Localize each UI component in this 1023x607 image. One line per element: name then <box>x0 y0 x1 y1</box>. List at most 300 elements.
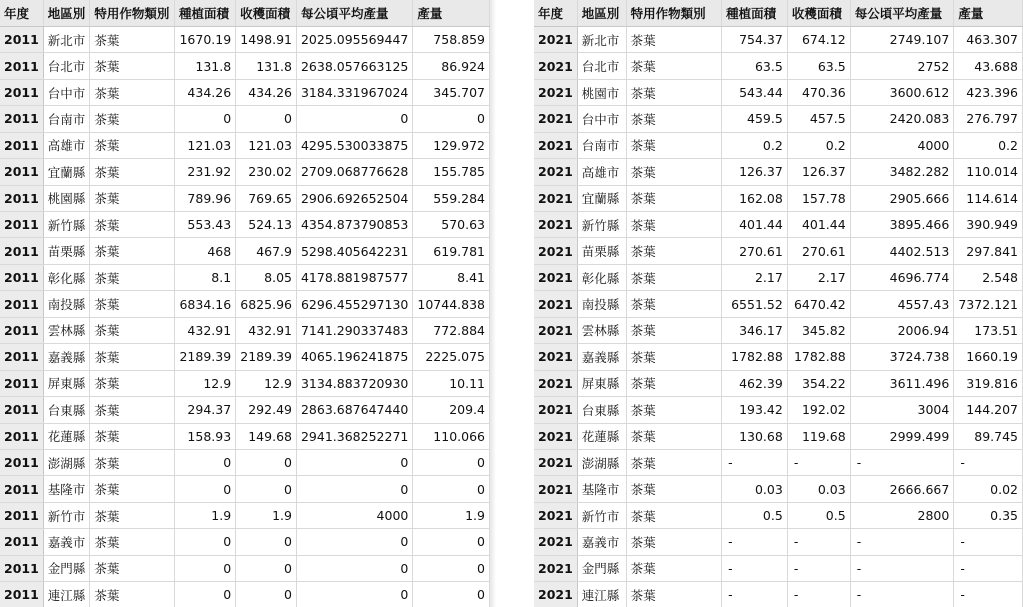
production-cell[interactable]: 155.785 <box>413 159 490 185</box>
year-cell[interactable]: 2021 <box>534 582 577 607</box>
year-cell[interactable]: 2021 <box>534 555 577 581</box>
production-cell[interactable]: 758.859 <box>413 26 490 52</box>
crop-type-cell[interactable]: 茶葉 <box>90 79 175 105</box>
crop-type-cell[interactable]: 茶葉 <box>626 476 721 502</box>
column-header[interactable]: 地區別 <box>577 0 626 26</box>
crop-type-cell[interactable]: 茶葉 <box>90 132 175 158</box>
region-cell[interactable]: 連江縣 <box>577 582 626 607</box>
year-cell[interactable]: 2011 <box>0 555 43 581</box>
yield-per-ha-cell[interactable]: - <box>850 555 954 581</box>
region-cell[interactable]: 嘉義縣 <box>577 344 626 370</box>
yield-per-ha-cell[interactable]: 4065.196241875 <box>296 344 412 370</box>
column-header[interactable]: 年度 <box>534 0 577 26</box>
year-cell[interactable]: 2011 <box>0 264 43 290</box>
region-cell[interactable]: 桃園縣 <box>43 185 90 211</box>
region-cell[interactable]: 南投縣 <box>577 291 626 317</box>
region-cell[interactable]: 桃園市 <box>577 79 626 105</box>
production-cell[interactable]: 1.9 <box>413 502 490 528</box>
year-cell[interactable]: 2021 <box>534 53 577 79</box>
crop-type-cell[interactable]: 茶葉 <box>626 159 721 185</box>
yield-per-ha-cell[interactable]: 3611.496 <box>850 370 954 396</box>
region-cell[interactable]: 雲林縣 <box>577 317 626 343</box>
production-cell[interactable]: 0 <box>413 529 490 555</box>
crop-type-cell[interactable]: 茶葉 <box>90 53 175 79</box>
crop-type-cell[interactable]: 茶葉 <box>90 344 175 370</box>
production-cell[interactable]: 89.745 <box>954 423 1023 449</box>
region-cell[interactable]: 台中市 <box>577 106 626 132</box>
crop-type-cell[interactable]: 茶葉 <box>626 53 721 79</box>
year-cell[interactable]: 2011 <box>0 370 43 396</box>
harvested-area-cell[interactable]: - <box>787 582 850 607</box>
harvested-area-cell[interactable]: 121.03 <box>236 132 297 158</box>
planted-area-cell[interactable]: 0 <box>174 476 235 502</box>
yield-per-ha-cell[interactable]: 2666.667 <box>850 476 954 502</box>
harvested-area-cell[interactable]: 524.13 <box>236 212 297 238</box>
harvested-area-cell[interactable]: 0 <box>236 476 297 502</box>
region-cell[interactable]: 新竹縣 <box>577 212 626 238</box>
yield-per-ha-cell[interactable]: 4402.513 <box>850 238 954 264</box>
yield-per-ha-cell[interactable]: 3134.883720930 <box>296 370 412 396</box>
harvested-area-cell[interactable]: 467.9 <box>236 238 297 264</box>
harvested-area-cell[interactable]: 0 <box>236 449 297 475</box>
crop-type-cell[interactable]: 茶葉 <box>626 26 721 52</box>
year-cell[interactable]: 2011 <box>0 53 43 79</box>
crop-type-cell[interactable]: 茶葉 <box>90 397 175 423</box>
yield-per-ha-cell[interactable]: 4354.873790853 <box>296 212 412 238</box>
year-cell[interactable]: 2011 <box>0 529 43 555</box>
planted-area-cell[interactable]: 401.44 <box>722 212 788 238</box>
planted-area-cell[interactable]: 8.1 <box>174 264 235 290</box>
region-cell[interactable]: 基隆市 <box>577 476 626 502</box>
planted-area-cell[interactable]: 0.03 <box>722 476 788 502</box>
crop-type-cell[interactable]: 茶葉 <box>626 106 721 132</box>
yield-per-ha-cell[interactable]: 2999.499 <box>850 423 954 449</box>
planted-area-cell[interactable]: 121.03 <box>174 132 235 158</box>
year-cell[interactable]: 2021 <box>534 344 577 370</box>
production-cell[interactable]: 0 <box>413 476 490 502</box>
year-cell[interactable]: 2011 <box>0 238 43 264</box>
planted-area-cell[interactable]: 553.43 <box>174 212 235 238</box>
year-cell[interactable]: 2021 <box>534 212 577 238</box>
region-cell[interactable]: 彰化縣 <box>43 264 90 290</box>
year-cell[interactable]: 2021 <box>534 132 577 158</box>
yield-per-ha-cell[interactable]: 3724.738 <box>850 344 954 370</box>
harvested-area-cell[interactable]: 457.5 <box>787 106 850 132</box>
production-cell[interactable]: 0.35 <box>954 502 1023 528</box>
planted-area-cell[interactable]: 130.68 <box>722 423 788 449</box>
crop-type-cell[interactable]: 茶葉 <box>90 26 175 52</box>
production-cell[interactable]: 0 <box>413 582 490 607</box>
year-cell[interactable]: 2021 <box>534 370 577 396</box>
harvested-area-cell[interactable]: 0.2 <box>787 132 850 158</box>
yield-per-ha-cell[interactable]: 2941.368252271 <box>296 423 412 449</box>
harvested-area-cell[interactable]: 354.22 <box>787 370 850 396</box>
year-cell[interactable]: 2011 <box>0 397 43 423</box>
harvested-area-cell[interactable]: 230.02 <box>236 159 297 185</box>
crop-type-cell[interactable]: 茶葉 <box>626 291 721 317</box>
production-cell[interactable]: 144.207 <box>954 397 1023 423</box>
harvested-area-cell[interactable]: 432.91 <box>236 317 297 343</box>
harvested-area-cell[interactable]: 0 <box>236 106 297 132</box>
harvested-area-cell[interactable]: 6825.96 <box>236 291 297 317</box>
yield-per-ha-cell[interactable]: 0 <box>296 449 412 475</box>
yield-per-ha-cell[interactable]: 4000 <box>850 132 954 158</box>
year-cell[interactable]: 2021 <box>534 529 577 555</box>
planted-area-cell[interactable]: - <box>722 555 788 581</box>
region-cell[interactable]: 嘉義市 <box>577 529 626 555</box>
year-cell[interactable]: 2021 <box>534 159 577 185</box>
yield-per-ha-cell[interactable]: 3895.466 <box>850 212 954 238</box>
production-cell[interactable]: 772.884 <box>413 317 490 343</box>
planted-area-cell[interactable]: 0 <box>174 106 235 132</box>
planted-area-cell[interactable]: 1670.19 <box>174 26 235 52</box>
crop-type-cell[interactable]: 茶葉 <box>90 106 175 132</box>
year-cell[interactable]: 2021 <box>534 502 577 528</box>
production-cell[interactable]: 559.284 <box>413 185 490 211</box>
crop-type-cell[interactable]: 茶葉 <box>90 449 175 475</box>
production-cell[interactable]: 8.41 <box>413 264 490 290</box>
year-cell[interactable]: 2021 <box>534 397 577 423</box>
region-cell[interactable]: 澎湖縣 <box>43 449 90 475</box>
yield-per-ha-cell[interactable]: - <box>850 529 954 555</box>
planted-area-cell[interactable]: 231.92 <box>174 159 235 185</box>
region-cell[interactable]: 連江縣 <box>43 582 90 607</box>
harvested-area-cell[interactable]: 12.9 <box>236 370 297 396</box>
harvested-area-cell[interactable]: 674.12 <box>787 26 850 52</box>
planted-area-cell[interactable]: 0 <box>174 582 235 607</box>
harvested-area-cell[interactable]: 345.82 <box>787 317 850 343</box>
crop-type-cell[interactable]: 茶葉 <box>90 159 175 185</box>
planted-area-cell[interactable]: 0.2 <box>722 132 788 158</box>
harvested-area-cell[interactable]: 401.44 <box>787 212 850 238</box>
yield-per-ha-cell[interactable]: 3482.282 <box>850 159 954 185</box>
planted-area-cell[interactable]: 2189.39 <box>174 344 235 370</box>
harvested-area-cell[interactable]: 0 <box>236 529 297 555</box>
planted-area-cell[interactable]: - <box>722 449 788 475</box>
region-cell[interactable]: 新竹市 <box>577 502 626 528</box>
harvested-area-cell[interactable]: - <box>787 449 850 475</box>
region-cell[interactable]: 苗栗縣 <box>577 238 626 264</box>
year-cell[interactable]: 2021 <box>534 26 577 52</box>
yield-per-ha-cell[interactable]: 0 <box>296 476 412 502</box>
planted-area-cell[interactable]: 789.96 <box>174 185 235 211</box>
planted-area-cell[interactable]: 459.5 <box>722 106 788 132</box>
planted-area-cell[interactable]: 12.9 <box>174 370 235 396</box>
year-cell[interactable]: 2011 <box>0 476 43 502</box>
harvested-area-cell[interactable]: 119.68 <box>787 423 850 449</box>
region-cell[interactable]: 屏東縣 <box>577 370 626 396</box>
year-cell[interactable]: 2011 <box>0 106 43 132</box>
yield-per-ha-cell[interactable]: 3184.331967024 <box>296 79 412 105</box>
region-cell[interactable]: 宜蘭縣 <box>43 159 90 185</box>
planted-area-cell[interactable]: 0 <box>174 529 235 555</box>
production-cell[interactable]: 173.51 <box>954 317 1023 343</box>
year-cell[interactable]: 2021 <box>534 79 577 105</box>
planted-area-cell[interactable]: 6551.52 <box>722 291 788 317</box>
yield-per-ha-cell[interactable]: 2752 <box>850 53 954 79</box>
crop-type-cell[interactable]: 茶葉 <box>90 370 175 396</box>
production-cell[interactable]: 2.548 <box>954 264 1023 290</box>
planted-area-cell[interactable]: 294.37 <box>174 397 235 423</box>
planted-area-cell[interactable]: 1782.88 <box>722 344 788 370</box>
harvested-area-cell[interactable]: 2189.39 <box>236 344 297 370</box>
harvested-area-cell[interactable]: 0.03 <box>787 476 850 502</box>
planted-area-cell[interactable]: 0 <box>174 555 235 581</box>
planted-area-cell[interactable]: - <box>722 582 788 607</box>
crop-type-cell[interactable]: 茶葉 <box>626 370 721 396</box>
harvested-area-cell[interactable]: 434.26 <box>236 79 297 105</box>
harvested-area-cell[interactable]: 157.78 <box>787 185 850 211</box>
planted-area-cell[interactable]: 63.5 <box>722 53 788 79</box>
crop-type-cell[interactable]: 茶葉 <box>626 238 721 264</box>
production-cell[interactable]: 319.816 <box>954 370 1023 396</box>
harvested-area-cell[interactable]: 6470.42 <box>787 291 850 317</box>
region-cell[interactable]: 高雄市 <box>577 159 626 185</box>
production-cell[interactable]: 10744.838 <box>413 291 490 317</box>
year-cell[interactable]: 2021 <box>534 291 577 317</box>
year-cell[interactable]: 2011 <box>0 159 43 185</box>
year-cell[interactable]: 2011 <box>0 132 43 158</box>
harvested-area-cell[interactable]: 1.9 <box>236 502 297 528</box>
planted-area-cell[interactable]: 2.17 <box>722 264 788 290</box>
crop-type-cell[interactable]: 茶葉 <box>626 212 721 238</box>
crop-type-cell[interactable]: 茶葉 <box>90 529 175 555</box>
harvested-area-cell[interactable]: 149.68 <box>236 423 297 449</box>
region-cell[interactable]: 台南市 <box>577 132 626 158</box>
crop-type-cell[interactable]: 茶葉 <box>626 264 721 290</box>
planted-area-cell[interactable]: 0 <box>174 449 235 475</box>
yield-per-ha-cell[interactable]: 7141.290337483 <box>296 317 412 343</box>
harvested-area-cell[interactable]: 0 <box>236 582 297 607</box>
harvested-area-cell[interactable]: 292.49 <box>236 397 297 423</box>
year-cell[interactable]: 2021 <box>534 476 577 502</box>
crop-type-cell[interactable]: 茶葉 <box>90 185 175 211</box>
yield-per-ha-cell[interactable]: 2025.095569447 <box>296 26 412 52</box>
year-cell[interactable]: 2011 <box>0 344 43 370</box>
crop-type-cell[interactable]: 茶葉 <box>90 582 175 607</box>
production-cell[interactable]: - <box>954 529 1023 555</box>
production-cell[interactable]: 209.4 <box>413 397 490 423</box>
crop-type-cell[interactable]: 茶葉 <box>90 555 175 581</box>
production-cell[interactable]: 619.781 <box>413 238 490 264</box>
column-header[interactable]: 種植面積 <box>722 0 788 26</box>
region-cell[interactable]: 台南市 <box>43 106 90 132</box>
yield-per-ha-cell[interactable]: 0 <box>296 529 412 555</box>
yield-per-ha-cell[interactable]: 3600.612 <box>850 79 954 105</box>
production-cell[interactable]: 129.972 <box>413 132 490 158</box>
planted-area-cell[interactable]: 1.9 <box>174 502 235 528</box>
harvested-area-cell[interactable]: 270.61 <box>787 238 850 264</box>
production-cell[interactable]: 86.924 <box>413 53 490 79</box>
region-cell[interactable]: 彰化縣 <box>577 264 626 290</box>
planted-area-cell[interactable]: 543.44 <box>722 79 788 105</box>
year-cell[interactable]: 2011 <box>0 582 43 607</box>
harvested-area-cell[interactable]: 0.5 <box>787 502 850 528</box>
production-cell[interactable]: 10.11 <box>413 370 490 396</box>
crop-type-cell[interactable]: 茶葉 <box>626 317 721 343</box>
production-cell[interactable]: 2225.075 <box>413 344 490 370</box>
year-cell[interactable]: 2011 <box>0 291 43 317</box>
production-cell[interactable]: - <box>954 449 1023 475</box>
column-header[interactable]: 地區別 <box>43 0 90 26</box>
yield-per-ha-cell[interactable]: 3004 <box>850 397 954 423</box>
yield-per-ha-cell[interactable]: - <box>850 449 954 475</box>
year-cell[interactable]: 2021 <box>534 106 577 132</box>
crop-type-cell[interactable]: 茶葉 <box>90 502 175 528</box>
year-cell[interactable]: 2011 <box>0 423 43 449</box>
column-header[interactable]: 產量 <box>954 0 1023 26</box>
crop-type-cell[interactable]: 茶葉 <box>90 212 175 238</box>
yield-per-ha-cell[interactable]: 2749.107 <box>850 26 954 52</box>
region-cell[interactable]: 新竹市 <box>43 502 90 528</box>
year-cell[interactable]: 2021 <box>534 264 577 290</box>
yield-per-ha-cell[interactable]: 2006.94 <box>850 317 954 343</box>
crop-type-cell[interactable]: 茶葉 <box>626 449 721 475</box>
crop-type-cell[interactable]: 茶葉 <box>90 264 175 290</box>
harvested-area-cell[interactable]: 1498.91 <box>236 26 297 52</box>
region-cell[interactable]: 新北市 <box>43 26 90 52</box>
production-cell[interactable]: 297.841 <box>954 238 1023 264</box>
region-cell[interactable]: 苗栗縣 <box>43 238 90 264</box>
yield-per-ha-cell[interactable]: 2709.068776628 <box>296 159 412 185</box>
crop-type-cell[interactable]: 茶葉 <box>626 132 721 158</box>
year-cell[interactable]: 2021 <box>534 185 577 211</box>
region-cell[interactable]: 新竹縣 <box>43 212 90 238</box>
planted-area-cell[interactable]: 162.08 <box>722 185 788 211</box>
region-cell[interactable]: 雲林縣 <box>43 317 90 343</box>
crop-type-cell[interactable]: 茶葉 <box>626 582 721 607</box>
production-cell[interactable]: 276.797 <box>954 106 1023 132</box>
region-cell[interactable]: 花蓮縣 <box>577 423 626 449</box>
crop-type-cell[interactable]: 茶葉 <box>626 185 721 211</box>
region-cell[interactable]: 新北市 <box>577 26 626 52</box>
region-cell[interactable]: 澎湖縣 <box>577 449 626 475</box>
region-cell[interactable]: 台東縣 <box>577 397 626 423</box>
harvested-area-cell[interactable]: 2.17 <box>787 264 850 290</box>
yield-per-ha-cell[interactable]: 2800 <box>850 502 954 528</box>
production-cell[interactable]: 114.614 <box>954 185 1023 211</box>
year-cell[interactable]: 2011 <box>0 79 43 105</box>
column-header[interactable]: 特用作物類別 <box>626 0 721 26</box>
harvested-area-cell[interactable]: 131.8 <box>236 53 297 79</box>
planted-area-cell[interactable]: 193.42 <box>722 397 788 423</box>
production-cell[interactable]: 1660.19 <box>954 344 1023 370</box>
crop-type-cell[interactable]: 茶葉 <box>626 423 721 449</box>
column-header[interactable]: 年度 <box>0 0 43 26</box>
column-header[interactable]: 特用作物類別 <box>90 0 175 26</box>
harvested-area-cell[interactable]: 192.02 <box>787 397 850 423</box>
yield-per-ha-cell[interactable]: 0 <box>296 106 412 132</box>
production-cell[interactable]: 0.2 <box>954 132 1023 158</box>
planted-area-cell[interactable]: 6834.16 <box>174 291 235 317</box>
yield-per-ha-cell[interactable]: - <box>850 582 954 607</box>
year-cell[interactable]: 2021 <box>534 423 577 449</box>
planted-area-cell[interactable]: 754.37 <box>722 26 788 52</box>
yield-per-ha-cell[interactable]: 0 <box>296 582 412 607</box>
harvested-area-cell[interactable]: 769.65 <box>236 185 297 211</box>
column-header[interactable]: 收穫面積 <box>787 0 850 26</box>
production-cell[interactable]: 423.396 <box>954 79 1023 105</box>
year-cell[interactable]: 2011 <box>0 212 43 238</box>
column-header[interactable]: 每公頃平均產量 <box>850 0 954 26</box>
harvested-area-cell[interactable]: 63.5 <box>787 53 850 79</box>
region-cell[interactable]: 花蓮縣 <box>43 423 90 449</box>
harvested-area-cell[interactable]: - <box>787 555 850 581</box>
region-cell[interactable]: 台北市 <box>43 53 90 79</box>
crop-type-cell[interactable]: 茶葉 <box>626 529 721 555</box>
yield-per-ha-cell[interactable]: 2420.083 <box>850 106 954 132</box>
harvested-area-cell[interactable]: 1782.88 <box>787 344 850 370</box>
region-cell[interactable]: 高雄市 <box>43 132 90 158</box>
yield-per-ha-cell[interactable]: 2906.692652504 <box>296 185 412 211</box>
crop-type-cell[interactable]: 茶葉 <box>626 397 721 423</box>
planted-area-cell[interactable]: 432.91 <box>174 317 235 343</box>
yield-per-ha-cell[interactable]: 6296.455297130 <box>296 291 412 317</box>
year-cell[interactable]: 2011 <box>0 502 43 528</box>
crop-type-cell[interactable]: 茶葉 <box>626 344 721 370</box>
year-cell[interactable]: 2011 <box>0 317 43 343</box>
yield-per-ha-cell[interactable]: 2863.687647440 <box>296 397 412 423</box>
planted-area-cell[interactable]: 462.39 <box>722 370 788 396</box>
region-cell[interactable]: 宜蘭縣 <box>577 185 626 211</box>
production-cell[interactable]: 390.949 <box>954 212 1023 238</box>
region-cell[interactable]: 屏東縣 <box>43 370 90 396</box>
crop-type-cell[interactable]: 茶葉 <box>626 502 721 528</box>
yield-per-ha-cell[interactable]: 4295.530033875 <box>296 132 412 158</box>
yield-per-ha-cell[interactable]: 4557.43 <box>850 291 954 317</box>
year-cell[interactable]: 2011 <box>0 185 43 211</box>
crop-type-cell[interactable]: 茶葉 <box>90 476 175 502</box>
column-header[interactable]: 每公頃平均產量 <box>296 0 412 26</box>
production-cell[interactable]: - <box>954 582 1023 607</box>
crop-type-cell[interactable]: 茶葉 <box>90 317 175 343</box>
year-cell[interactable]: 2021 <box>534 238 577 264</box>
planted-area-cell[interactable]: - <box>722 529 788 555</box>
harvested-area-cell[interactable]: - <box>787 529 850 555</box>
year-cell[interactable]: 2021 <box>534 317 577 343</box>
yield-per-ha-cell[interactable]: 4696.774 <box>850 264 954 290</box>
production-cell[interactable]: 0 <box>413 449 490 475</box>
region-cell[interactable]: 金門縣 <box>43 555 90 581</box>
planted-area-cell[interactable]: 0.5 <box>722 502 788 528</box>
region-cell[interactable]: 台中市 <box>43 79 90 105</box>
yield-per-ha-cell[interactable]: 0 <box>296 555 412 581</box>
column-header[interactable]: 種植面積 <box>174 0 235 26</box>
production-cell[interactable]: 7372.121 <box>954 291 1023 317</box>
region-cell[interactable]: 嘉義縣 <box>43 344 90 370</box>
yield-per-ha-cell[interactable]: 4178.881987577 <box>296 264 412 290</box>
planted-area-cell[interactable]: 126.37 <box>722 159 788 185</box>
region-cell[interactable]: 台東縣 <box>43 397 90 423</box>
yield-per-ha-cell[interactable]: 2638.057663125 <box>296 53 412 79</box>
planted-area-cell[interactable]: 270.61 <box>722 238 788 264</box>
planted-area-cell[interactable]: 131.8 <box>174 53 235 79</box>
production-cell[interactable]: 463.307 <box>954 26 1023 52</box>
production-cell[interactable]: - <box>954 555 1023 581</box>
yield-per-ha-cell[interactable]: 5298.405642231 <box>296 238 412 264</box>
yield-per-ha-cell[interactable]: 2905.666 <box>850 185 954 211</box>
harvested-area-cell[interactable]: 8.05 <box>236 264 297 290</box>
year-cell[interactable]: 2011 <box>0 26 43 52</box>
crop-type-cell[interactable]: 茶葉 <box>626 79 721 105</box>
region-cell[interactable]: 基隆市 <box>43 476 90 502</box>
region-cell[interactable]: 嘉義市 <box>43 529 90 555</box>
crop-type-cell[interactable]: 茶葉 <box>90 238 175 264</box>
column-header[interactable]: 收穫面積 <box>236 0 297 26</box>
production-cell[interactable]: 0 <box>413 555 490 581</box>
year-cell[interactable]: 2021 <box>534 449 577 475</box>
harvested-area-cell[interactable]: 470.36 <box>787 79 850 105</box>
